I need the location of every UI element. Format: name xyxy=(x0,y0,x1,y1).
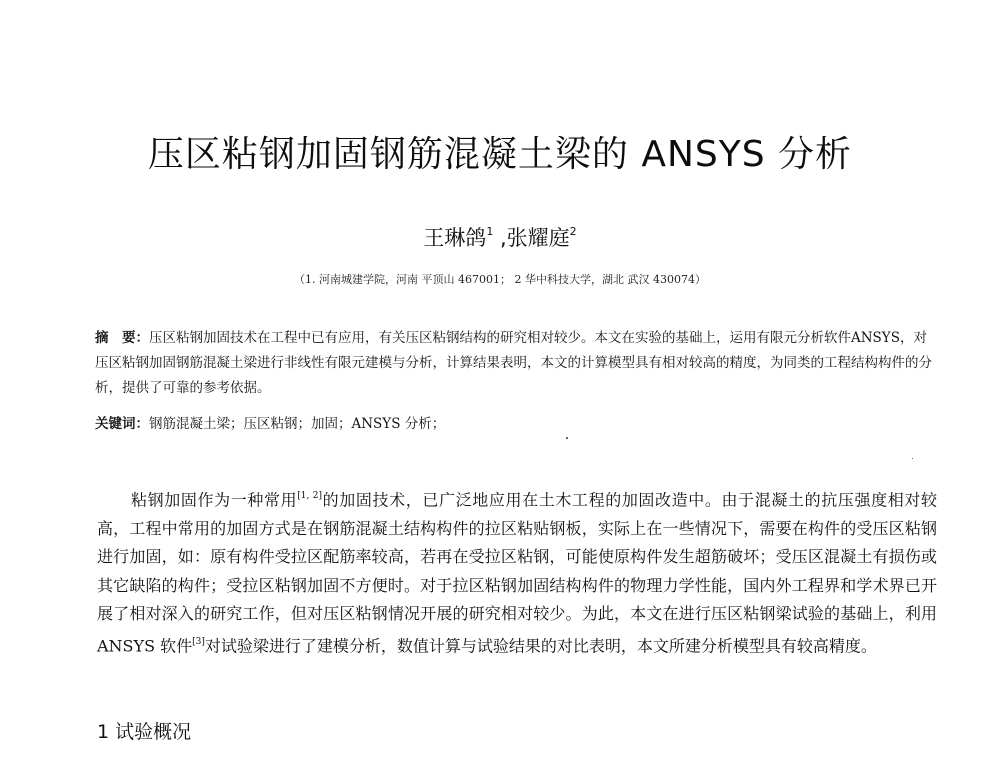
abstract-text: 压区粘钢加固技术在工程中已有应用，有关压区粘钢结构的研究相对较少。本文在实验的基础上，运用有限元分析软件ANSYS，对压区粘钢加固钢筋混凝土梁进行非线性有限元建模与分析，计算结果表明，本文的计算模型具有相对较高的精度，为同类的工程结构构件的分析，提供了可靠的参考依据。 xyxy=(95,330,932,396)
author-affil-number: 1 xyxy=(486,225,494,238)
intro-text-1: 粘钢加固作为一种常用 xyxy=(131,490,298,510)
citation: [3] xyxy=(192,636,205,647)
author-name: 王琳鸽 xyxy=(423,226,487,250)
scan-speck xyxy=(912,458,913,459)
affiliation: （1. 河南城建学院，河南 平顶山 467001； 2 华中科技大学，湖北 武汉 430074） xyxy=(294,273,706,286)
keywords-text: 钢筋混凝土梁；压区粘钢；加固；ANSYS 分析； xyxy=(149,416,446,432)
author-name: 张耀庭 xyxy=(506,226,570,250)
keywords-label: 关键词： xyxy=(95,416,149,432)
keywords xyxy=(95,414,935,434)
paper-title: 压区粘钢加固钢筋混凝土梁的 ANSYS 分析 xyxy=(147,134,853,175)
section-heading: 1 试验概况 xyxy=(97,721,192,743)
author-line xyxy=(0,222,1000,252)
author-affil-number: 2 xyxy=(569,225,577,238)
author-separator: , xyxy=(493,226,507,250)
intro-paragraph xyxy=(97,483,937,661)
abstract xyxy=(95,326,935,401)
citation: [1, 2] xyxy=(297,491,323,501)
intro-text-3: 对试验梁进行了建模分析，数值计算与试验结果的对比表明，本文所建分析模型具有较高精度。 xyxy=(204,636,877,656)
abstract-label: 摘 要： xyxy=(95,330,149,346)
intro-text-2: 的加固技术，已广泛地应用在土木工程的加固改造中。由于混凝土的抗压强度相对较高，工程中常用的加固方式是在钢筋混凝土结构构件的拉区粘贴钢板，实际上在一些情况下，需要在构件的受压区粘钢进行加固，如：原有构件受拉区配筋率较高，若再在受拉区粘钢，可能使原构件发生超筋破坏；受压区混凝土有损伤或其它缺陷的构件；受拉区粘钢加固不方便时。对于拉区粘钢加固结构构件的物理力学性能，国内外工程界和学术界已开展了相对深入的研究工作，但对压区粘钢情况开展的研究相对较少。为此，本文在进行压区粘钢梁试验的基础上，利用 ANSYS 软件 xyxy=(97,490,937,656)
scan-speck xyxy=(566,437,568,439)
